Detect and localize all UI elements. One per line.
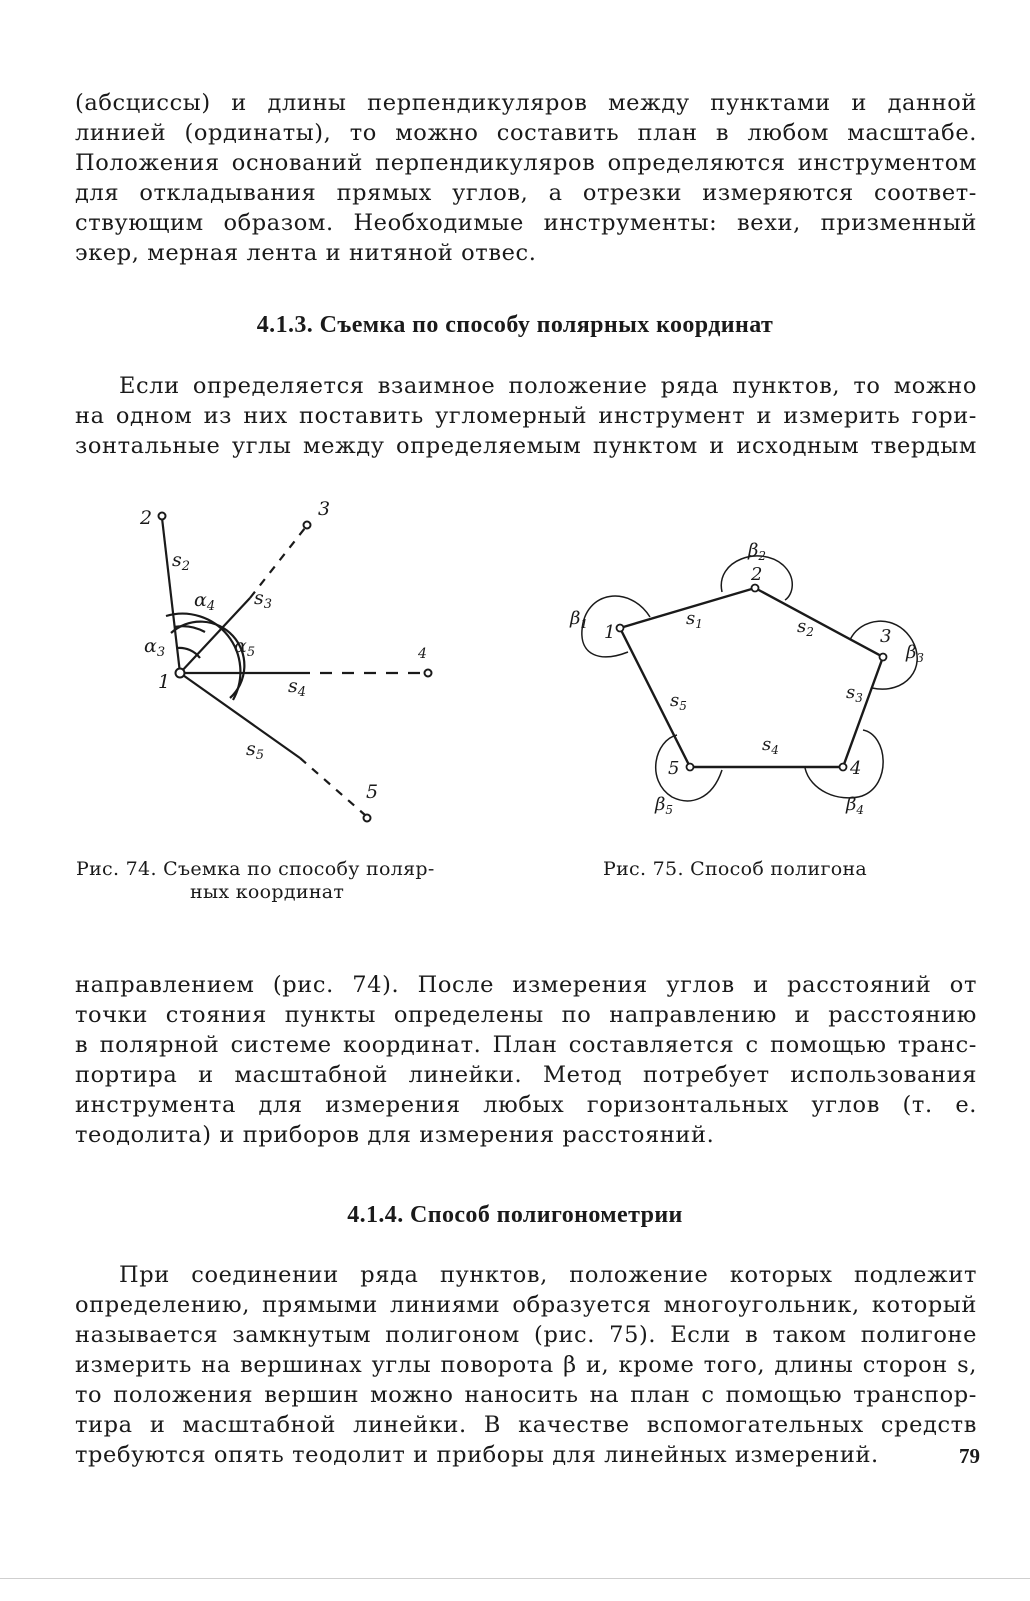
paragraph-3 <box>75 970 977 1150</box>
label-s5: $s_5$ <box>246 738 265 763</box>
vertex-4 <box>840 764 847 771</box>
section-heading-4-1-3: 4.1.3. Съемка по способу полярных координат <box>256 312 774 338</box>
text-line: экер, мерная лента и нитяной отвес. <box>75 240 537 266</box>
label-vertex-3: 3 <box>880 626 892 647</box>
closed-polygon <box>620 588 883 767</box>
text-line: портира и масштабной линейки. Метод потребует использования <box>75 1062 977 1088</box>
text-line: тира и масштабной линейки. В качестве вспомогательных средств <box>75 1412 977 1438</box>
text-line: на одном из них поставить угломерный инструмент и измерить гори- <box>75 403 977 429</box>
text-line: зонтальные углы между определяемым пунктом и исходным твердым <box>75 433 977 459</box>
label-s1: $s_1$ <box>686 608 703 631</box>
text-line: Положения оснований перпендикуляров определяются инструментом <box>75 150 977 176</box>
text-line: (абсциссы) и длины перпендикуляров между пунктами и данной <box>75 90 977 116</box>
label-s4: $s_4$ <box>288 675 307 700</box>
text-line: называется замкнутым полигоном (рис. 75). Если в таком полигоне <box>75 1322 977 1348</box>
label-vertex-1: 1 <box>604 622 616 643</box>
label-point-4: 4 <box>418 646 427 662</box>
paragraph-4 <box>75 1260 977 1470</box>
figure-74-caption <box>76 858 536 904</box>
text-line: линией (ординаты), то можно составить план в любом масштабе. <box>75 120 977 146</box>
section-heading-4-1-4: 4.1.4. Способ полигонометрии <box>347 1202 683 1228</box>
angle-arc-a5 <box>171 622 244 698</box>
label-beta-1: $\beta_1$ <box>570 608 589 631</box>
vertex-5 <box>687 764 694 771</box>
vertex-1 <box>617 625 624 632</box>
text-line: для откладывания прямых углов, а отрезки измеряются соответ- <box>75 180 977 206</box>
text-line: в полярной системе координат. План составляется с помощью транс- <box>75 1032 977 1058</box>
label-s3: $s_3$ <box>846 682 863 705</box>
label-s2: $s_2$ <box>172 549 191 574</box>
label-s3: $s_3$ <box>254 587 273 612</box>
label-vertex-2: 2 <box>751 564 763 585</box>
label-vertex-5: 5 <box>668 758 680 779</box>
figure-74-caption-line-2: ных координат <box>190 881 345 903</box>
vertex-3 <box>880 654 887 661</box>
point-5-marker <box>364 815 371 822</box>
label-alpha-3: $\alpha_3$ <box>144 635 166 660</box>
label-alpha-4: $\alpha_4$ <box>194 589 216 614</box>
label-beta-5: $\beta_5$ <box>655 794 674 817</box>
bottom-scan-edge <box>0 1578 1030 1579</box>
point-3-marker <box>304 522 311 529</box>
text-line: инструмента для измерения любых горизонтальных углов (т. е. <box>75 1092 977 1118</box>
text-line: измерить на вершинах углы поворота β и, кроме того, длины сторон s, <box>75 1352 977 1378</box>
label-beta-4: $\beta_4$ <box>846 794 865 817</box>
text-line: ствующим образом. Необходимые инструменты: вехи, призменный <box>75 210 977 236</box>
label-s5: $s_5$ <box>670 690 687 713</box>
text-line: направлением (рис. 74). После измерения углов и расстояний от <box>75 972 977 998</box>
label-point-5: 5 <box>366 781 379 803</box>
text-line: точки стояния пункты определены по направлению и расстоянию <box>75 1002 977 1028</box>
point-4-marker <box>425 670 432 677</box>
label-beta-3: $\beta_3$ <box>906 642 925 665</box>
figure-75-closed-polygon <box>560 535 945 825</box>
text-line: то положения вершин можно наносить на план с помощью транспор- <box>75 1382 977 1408</box>
label-vertex-4: 4 <box>850 758 862 779</box>
label-alpha-5: $\alpha_5$ <box>234 635 256 660</box>
station-point-1 <box>176 669 185 678</box>
label-point-2: 2 <box>140 507 153 529</box>
figure-75-caption: Рис. 75. Способ полигона <box>603 858 868 880</box>
label-point-3: 3 <box>318 498 331 520</box>
label-s2: $s_2$ <box>797 616 814 639</box>
text-line: Если определяется взаимное положение ряда пунктов, то можно <box>119 373 977 399</box>
paragraph-1 <box>75 88 977 268</box>
label-s4: $s_4$ <box>762 734 779 757</box>
text-line: требуются опять теодолит и приборы для линейных измерений. <box>75 1442 879 1468</box>
label-beta-2: $\beta_2$ <box>748 540 767 563</box>
figure-74-polar-survey <box>120 495 460 835</box>
ray-to-point-5-dashed <box>300 758 365 815</box>
page-number: 79 <box>959 1444 980 1468</box>
vertex-2 <box>752 585 759 592</box>
point-2-marker <box>159 513 166 520</box>
text-line: теодолита) и приборов для измерения расстояний. <box>75 1122 715 1148</box>
text-line: При соединении ряда пунктов, положение которых подлежит <box>119 1262 977 1288</box>
figure-74-caption-line-1: Рис. 74. Съемка по способу поляр- <box>76 858 435 880</box>
text-line: определению, прямыми линиями образуется многоугольник, который <box>75 1292 977 1318</box>
label-point-1: 1 <box>158 671 171 693</box>
paragraph-2 <box>75 371 977 461</box>
